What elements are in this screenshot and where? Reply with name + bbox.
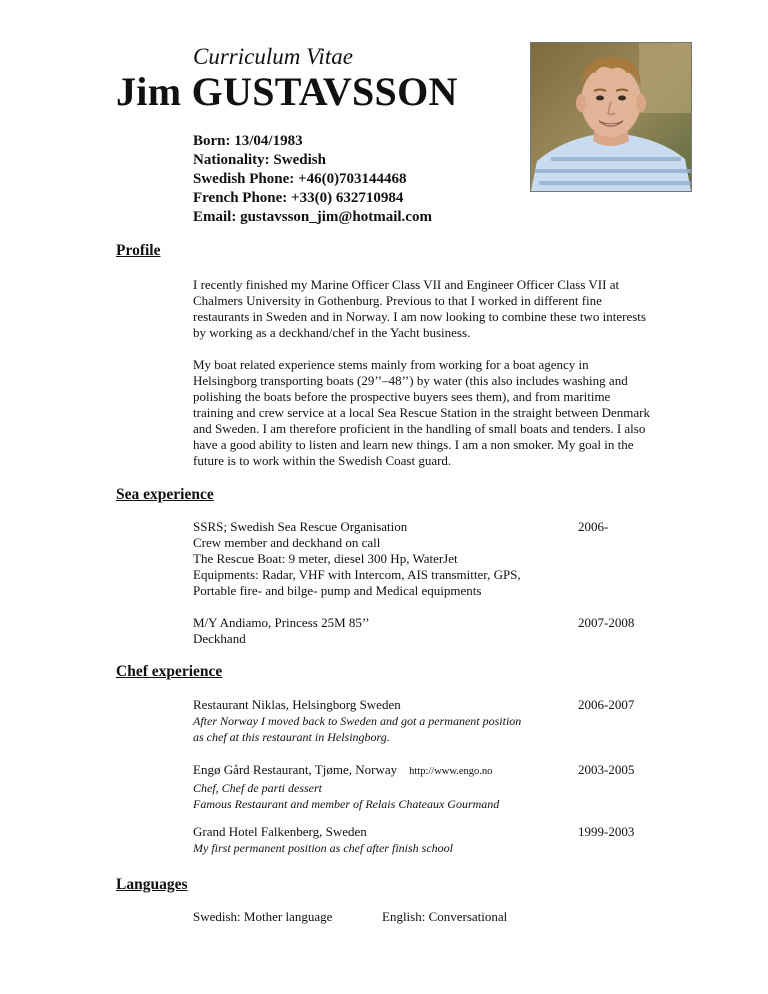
chef-entry-2-date: 2003-2005 bbox=[578, 762, 635, 777]
chef-entry-3 bbox=[193, 824, 453, 856]
chef-entry-3-date: 1999-2003 bbox=[578, 824, 635, 839]
chef-experience-heading: Chef experience bbox=[116, 663, 223, 680]
sea-entry-1-line: Portable fire- and bilge- pump and Medical equipments bbox=[193, 583, 482, 598]
french-phone: French Phone: +33(0) 632710984 bbox=[193, 190, 404, 206]
birth-date: Born: 13/04/1983 bbox=[193, 133, 303, 149]
sea-entry-1-line: The Rescue Boat: 9 meter, diesel 300 Hp, WaterJet bbox=[193, 551, 458, 566]
chef-entry-1 bbox=[193, 697, 521, 745]
chef-entry-2 bbox=[193, 762, 499, 812]
cv-label: Curriculum Vitae bbox=[193, 44, 353, 69]
portrait-photo bbox=[530, 42, 692, 192]
sea-entry-2-date: 2007-2008 bbox=[578, 615, 635, 630]
chef-entry-1-note: After Norway I moved back to Sweden and got a permanent position bbox=[193, 714, 522, 728]
sea-entry-2-line: Deckhand bbox=[193, 631, 246, 646]
chef-entry-3-place: Grand Hotel Falkenberg, Sweden bbox=[193, 824, 367, 839]
languages-heading: Languages bbox=[116, 876, 188, 893]
sea-entry-1-date: 2006- bbox=[578, 519, 609, 534]
chef-entry-1-date: 2006-2007 bbox=[578, 697, 635, 712]
chef-entry-3-note: My first permanent position as chef after finish school bbox=[193, 841, 453, 855]
chef-entry-1-place: Restaurant Niklas, Helsingborg Sweden bbox=[193, 697, 401, 712]
swedish-phone: Swedish Phone: +46(0)703144468 bbox=[193, 171, 407, 187]
sea-entry-2 bbox=[193, 615, 370, 647]
restaurant-website-link[interactable]: http://www.engo.no bbox=[409, 766, 493, 777]
chef-entry-2-place-row bbox=[193, 762, 499, 780]
chef-entry-2-place: Engø Gård Restaurant, Tjøme, Norway bbox=[193, 762, 398, 777]
profile-paragraph-1 bbox=[193, 277, 651, 341]
sea-entry-2-line: M/Y Andiamo, Princess 25M 85’’ bbox=[193, 615, 370, 630]
sea-entry-1-line: Equipments: Radar, VHF with Intercom, AIS transmitter, GPS, bbox=[193, 567, 521, 582]
profile-heading: Profile bbox=[116, 242, 161, 259]
profile-paragraph-2 bbox=[193, 357, 651, 469]
sea-entry-1-line: Crew member and deckhand on call bbox=[193, 535, 381, 550]
language-english: English: Conversational bbox=[382, 909, 508, 924]
profile-text-1: I recently finished my Marine Officer Class VII and Engineer Officer Class VII at Chalmers University in Gothenburg. Previous to that I worked in different fine restaurants in Sweden and in Norway. I am now looking to combine these two interests by working as a deckhand/chef in the Yacht business. bbox=[193, 277, 646, 340]
candidate-name: Jim GUSTAVSSON bbox=[116, 69, 458, 114]
sea-entry-1-line: SSRS; Swedish Sea Rescue Organisation bbox=[193, 519, 408, 534]
nationality: Nationality: Swedish bbox=[193, 152, 326, 168]
contact-details bbox=[193, 132, 432, 227]
sea-entry-1 bbox=[193, 519, 521, 599]
profile-text-2: My boat related experience stems mainly from working for a boat agency in Helsingborg transporting boats (29’’–48’’) by water (this also includes washing and polishing the boats before the prospective buyers sees them), and from maritime training and crew service at a local Sea Rescue Station in the straight between Denmark and Sweden. I am therefore proficient in the handling of small boats and tenders. I also have a good ability to listen and learn new things. I am a non smoker. My goal in the future is to work within the Swedish Coast guard. bbox=[193, 357, 650, 468]
sea-experience-heading: Sea experience bbox=[116, 486, 214, 503]
language-swedish: Swedish: Mother language bbox=[193, 909, 333, 924]
chef-entry-2-note: Chef, Chef de parti dessert bbox=[193, 781, 322, 795]
portrait-photo-graphic bbox=[531, 43, 691, 191]
chef-entry-2-note: Famous Restaurant and member of Relais Chateaux Gourmand bbox=[193, 797, 500, 811]
email: Email: gustavsson_jim@hotmail.com bbox=[193, 209, 432, 225]
chef-entry-1-note: as chef at this restaurant in Helsingborg. bbox=[193, 730, 390, 744]
